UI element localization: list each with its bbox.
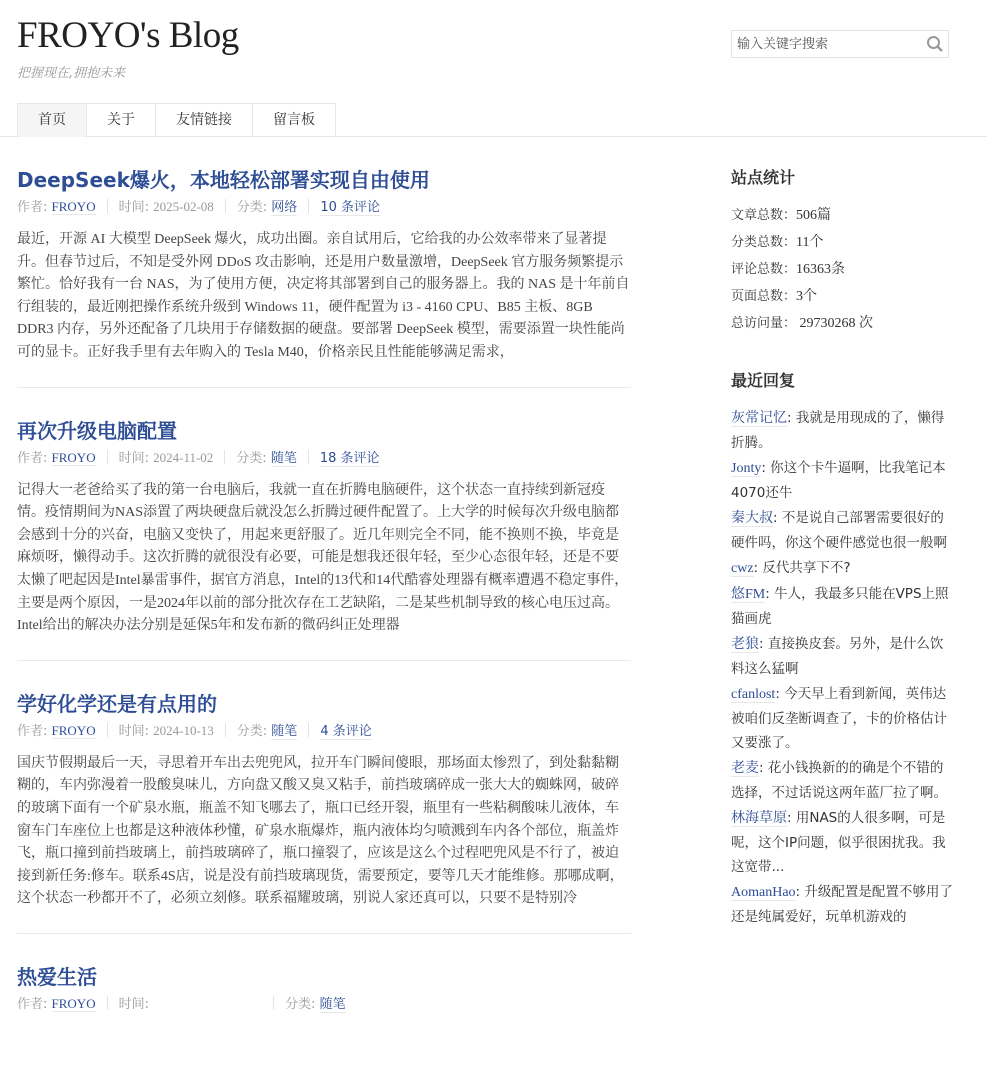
author-label: 作者: bbox=[17, 450, 52, 466]
post-meta bbox=[17, 994, 631, 1015]
stat-visits: 总访问量： 29730268 次 bbox=[731, 316, 874, 331]
comment-user-link[interactable]: 老狼 bbox=[731, 637, 759, 652]
stat-pages: 页面总数：3个 bbox=[731, 289, 818, 304]
nav-tab-about[interactable]: 关于 bbox=[86, 103, 155, 137]
recent-comment bbox=[731, 556, 956, 581]
author-label: 作者: bbox=[17, 200, 52, 215]
comment-user-link[interactable]: 林海草原 bbox=[731, 811, 787, 826]
comment-user-link[interactable]: 老麦 bbox=[731, 761, 759, 776]
post-title[interactable]: DeepSeek爆火，本地轻松部署实现自由使用 bbox=[17, 168, 430, 192]
post-excerpt: 国庆节假期最后一天，寻思着开车出去兜兜风，拉开车门瞬间傻眼，那场面太惨烈了，到处黏黏糊糊的，车内弥漫着一股酸臭味儿，方向盘又酸又臭又粘手，前挡玻璃碎成一张大大的蜘蛛网，破碎的玻璃下面有一个矿泉水瓶，瓶盖不知飞哪去了，瓶口已经开裂，瓶里有一些粘稠酸味儿液体，车窗车门车座位上也都是这种液体秒懂，矿泉水瓶爆炸，瓶内液体均匀喷溅到车内各个部位，瓶盖炸飞，瓶口撞到前挡玻璃上，前挡玻璃碎了，瓶口撞裂了，应该是这么个过程吧兜风是不行了，被迫接到新任务:修车。联系4S店，说是没有前挡玻璃现货，需要预定，要等几天才能维修。那哪成啊，这个状态一秒都开不了，必须立刻修。联系福耀玻璃，别说人家还真可以，只要不是特别冷 bbox=[17, 755, 624, 907]
comment-user-link[interactable]: Jonty bbox=[731, 461, 762, 476]
comment-text: : 用NAS的人很多啊，可是呢，这个IP问题，似乎很困扰我。我这宽带... bbox=[731, 810, 946, 875]
author-link[interactable]: FROYO bbox=[51, 995, 96, 1011]
site-subtitle: 把握现在,拥抱未来 bbox=[17, 66, 126, 81]
time-label: 时间: bbox=[118, 200, 154, 215]
comments-link[interactable]: 4 条评论 bbox=[320, 723, 372, 739]
comment-text: : 花小钱换新的的确是个不错的选择，不过话说这两年蓝厂拉了啊。 bbox=[731, 760, 947, 801]
stat-comments: 评论总数：16363条 bbox=[731, 262, 846, 277]
category-label: 分类: bbox=[236, 450, 271, 466]
comment-text: : 直接换皮套。另外，是什么饮料这么猛啊 bbox=[731, 636, 944, 677]
comment-text: : 不是说自己部署需要很好的硬件吗，你这个硬件感觉也很一般啊 bbox=[731, 510, 947, 551]
comments-link[interactable]: 18 条评论 bbox=[319, 450, 380, 466]
search-input[interactable] bbox=[732, 31, 922, 57]
time-label: 时间: bbox=[118, 450, 154, 466]
post-title[interactable]: 学好化学还是有点用的 bbox=[17, 691, 217, 716]
search-icon[interactable] bbox=[922, 31, 948, 57]
recent-comment bbox=[731, 682, 956, 755]
stats-heading: 站点统计 bbox=[731, 168, 796, 187]
post-list bbox=[17, 166, 631, 1066]
recent-comment bbox=[731, 506, 956, 555]
time-label: 时间: bbox=[118, 723, 154, 739]
category-label: 分类: bbox=[236, 200, 272, 215]
category-link[interactable]: 随笔 bbox=[270, 450, 297, 466]
author-label: 作者: bbox=[17, 996, 52, 1012]
comment-text: : 我就是用现成的了，懒得折腾。 bbox=[731, 410, 945, 451]
comment-user-link[interactable]: 悠FM bbox=[731, 587, 766, 602]
comment-user-link[interactable]: AomanHao bbox=[731, 885, 796, 900]
site-stats bbox=[731, 202, 956, 337]
category-label: 分类: bbox=[285, 996, 320, 1012]
comment-user-link[interactable]: 灰常记忆 bbox=[731, 411, 787, 426]
search-box bbox=[731, 30, 949, 58]
comment-user-link[interactable]: cwz bbox=[731, 561, 754, 576]
post-title[interactable]: 再次升级电脑配置 bbox=[17, 418, 177, 443]
recent-comment bbox=[731, 456, 956, 505]
post-meta bbox=[17, 721, 631, 742]
comment-text: : 反代共享下不? bbox=[753, 560, 851, 576]
nav-tab-links[interactable]: 友情链接 bbox=[155, 103, 252, 137]
recent-comment bbox=[731, 632, 956, 681]
comment-text: : 今天早上看到新闻，英伟达被咱们反垄断调查了，卡的价格估计又要涨了。 bbox=[731, 686, 947, 751]
time-label: 时间: bbox=[118, 996, 154, 1012]
post-meta bbox=[17, 197, 631, 218]
sidebar bbox=[731, 166, 956, 930]
recent-comment bbox=[731, 582, 956, 631]
stat-posts: 文章总数：506篇 bbox=[731, 208, 832, 223]
post-item bbox=[17, 690, 631, 934]
site-title[interactable]: FROYO's Blog bbox=[17, 15, 239, 56]
comments-link[interactable]: 10 条评论 bbox=[320, 200, 380, 215]
post-item bbox=[17, 417, 631, 661]
post-title[interactable]: 热爱生活 bbox=[17, 964, 97, 989]
comment-text: : 牛人，我最多只能在VPS上照猫画虎 bbox=[731, 586, 949, 627]
main-nav bbox=[0, 103, 987, 137]
author-link[interactable]: FROYO bbox=[51, 449, 96, 465]
recent-comment bbox=[731, 880, 956, 929]
post-excerpt: 最近，开源 AI 大模型 DeepSeek 爆火，成功出圈。亲自试用后，它给我的办公效率带来了显著提升。但春节过后，不知是受外网 DDoS 攻击影响，还是用户数量激增，DeepSeek 官方服务频繁提示繁忙。恰好我有一台 NAS，为了使用方便，决定将其部署到自己的服务器上。我的 NAS 是十年前自行组装的，最近刚把操作系统升级到 Windows 11，硬件配置为 i3 - 4160 CPU、B85 主板、8GB DDR3 内存，另外还配备了几块用于存储数据的硬盘。要部署 DeepSeek 模型，需要添置一块性能尚可的显卡。正好我手里有去年购入的 Tesla M40，价格亲民且性能能够满足需求， bbox=[17, 232, 630, 360]
post-date: 2024-10-13 bbox=[153, 722, 214, 738]
stat-categories: 分类总数：11个 bbox=[731, 235, 824, 250]
post-date: 2025-02-08 bbox=[153, 199, 214, 214]
post-item bbox=[17, 963, 631, 1037]
post-date: 2024-11-02 bbox=[153, 449, 214, 465]
nav-tab-guestbook[interactable]: 留言板 bbox=[252, 103, 336, 137]
category-label: 分类: bbox=[236, 723, 272, 739]
author-link[interactable]: FROYO bbox=[51, 199, 96, 214]
recent-comments bbox=[731, 369, 956, 929]
category-link[interactable]: 随笔 bbox=[271, 723, 298, 739]
nav-tab-home[interactable]: 首页 bbox=[17, 103, 86, 137]
author-link[interactable]: FROYO bbox=[51, 722, 96, 738]
post-meta bbox=[17, 448, 631, 469]
post-excerpt: 记得大一老爸给买了我的第一台电脑后，我就一直在折腾电脑硬件，这个状态一直持续到新冠疫情。疫情期间为NAS添置了两块硬盘后就没怎么折腾过硬件配置了。上大学的时候每次升级电脑都会感到十分的兴奋，电脑又变快了，用起来更舒服了。近几年则完全不同，能不换则不换，毕竟是麻烦呀，懒得动手。这次折腾的就很没有必要，可能是想我还很年轻，至少心态很年轻，还是不要太懒了吧起因是Intel暴雷事件，据官方消息，Intel的13代和14代酷睿处理器有概率遭遇不稳定事件，主要是两个原因，一是2024年以前的部分批次存在工艺缺陷，二是某些机制导致的核心电压过高。Intel给出的解决办法分别是延保5年和发布新的微码纠正处理器 bbox=[17, 482, 629, 634]
comment-text: : 升级配置是配置不够用了还是纯属爱好，玩单机游戏的 bbox=[731, 884, 953, 925]
recent-comment bbox=[731, 756, 956, 805]
comment-text: : 你这个卡牛逼啊，比我笔记本4070还牛 bbox=[731, 460, 946, 501]
comment-user-link[interactable]: 秦大叔 bbox=[731, 511, 773, 526]
author-label: 作者: bbox=[17, 723, 52, 739]
recent-heading: 最近回复 bbox=[731, 371, 796, 390]
comment-user-link[interactable]: cfanlost bbox=[731, 687, 776, 702]
recent-comment bbox=[731, 806, 956, 879]
recent-comment bbox=[731, 406, 956, 455]
category-link[interactable]: 随笔 bbox=[319, 996, 346, 1012]
category-link[interactable]: 网络 bbox=[271, 200, 298, 215]
post-item bbox=[17, 166, 631, 388]
